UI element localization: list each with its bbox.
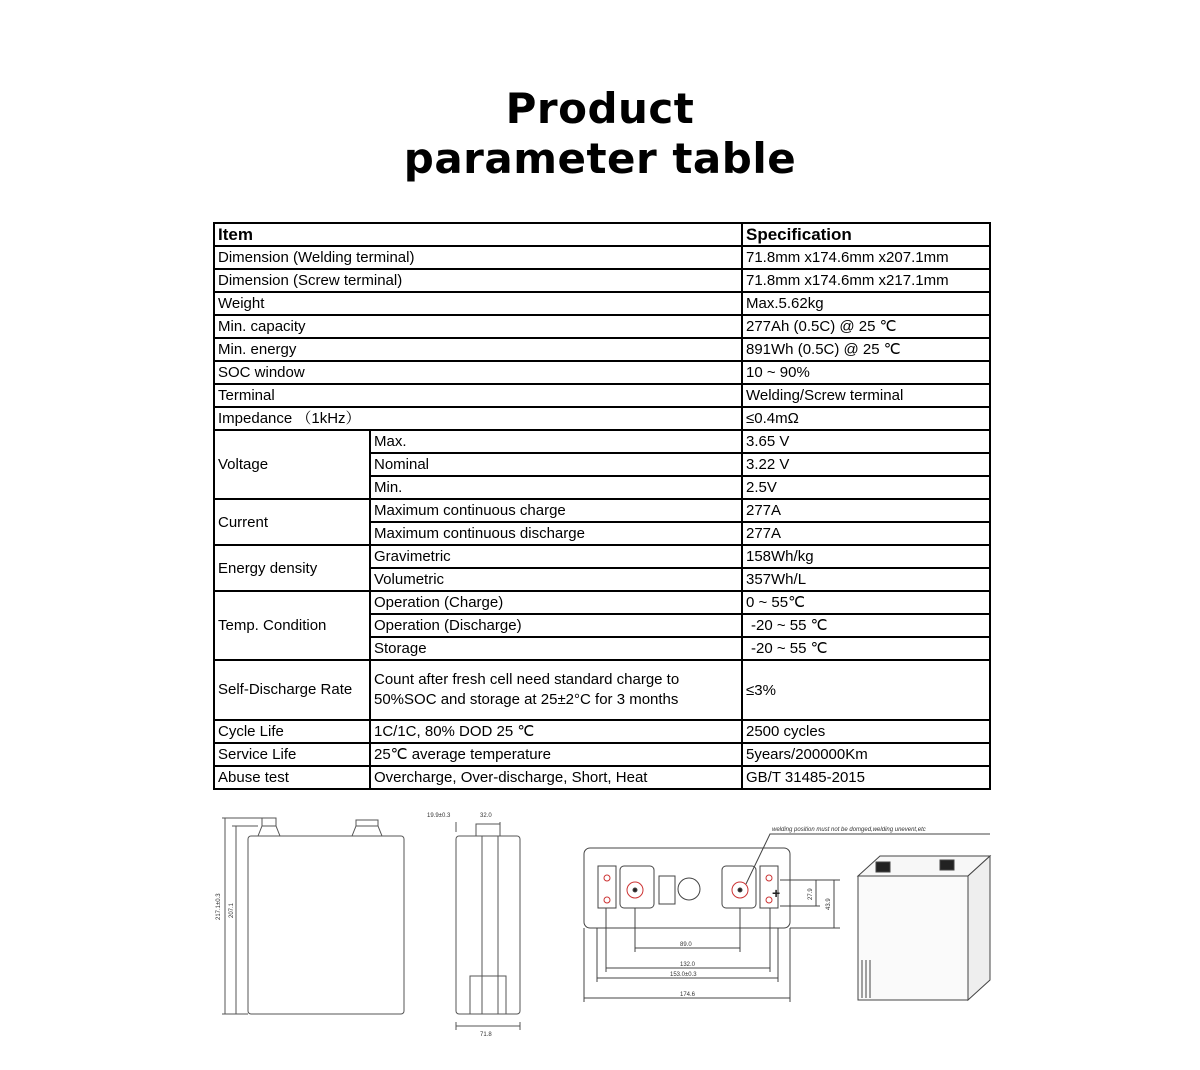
- table-row: [214, 384, 990, 407]
- row-item: SOC window: [214, 361, 742, 384]
- dim-top-h2: 43.9: [826, 898, 832, 910]
- table-row: [214, 315, 990, 338]
- dim-top-d2: 132.0: [680, 962, 696, 968]
- energy-density-label: Energy density: [214, 545, 370, 591]
- side-view-drawing: [456, 822, 520, 1030]
- row-spec: 277Ah (0.5C) @ 25 ℃: [742, 315, 990, 338]
- cycle-life-val: 2500 cycles: [742, 720, 990, 743]
- table-row: [214, 292, 990, 315]
- self-discharge-label: Self-Discharge Rate: [214, 660, 370, 720]
- row-item: Dimension (Screw terminal): [214, 269, 742, 292]
- table-row: [214, 338, 990, 361]
- table-row: [214, 499, 990, 522]
- isometric-cell-drawing: [858, 856, 990, 1000]
- temp-discharge: Operation (Discharge): [370, 614, 742, 637]
- title-line-1: Product: [505, 84, 695, 133]
- drawings-svg: [0, 800, 1200, 1065]
- voltage-min-val: 2.5V: [742, 476, 990, 499]
- self-discharge-val: ≤3%: [742, 660, 990, 720]
- row-spec: 71.8mm x174.6mm x207.1mm: [742, 246, 990, 269]
- dim-side-right: 32.0: [480, 813, 492, 819]
- title-line-2: parameter table: [403, 134, 797, 183]
- table-row: [214, 766, 990, 789]
- front-view-drawing: [222, 818, 404, 1014]
- table-row: [214, 361, 990, 384]
- table-row: [214, 743, 990, 766]
- row-spec: Max.5.62kg: [742, 292, 990, 315]
- table-row: [214, 246, 990, 269]
- dim-top-h1: 27.9: [808, 888, 814, 900]
- row-spec: ≤0.4mΩ: [742, 407, 990, 430]
- voltage-nominal: Nominal: [370, 453, 742, 476]
- row-spec: 71.8mm x174.6mm x217.1mm: [742, 269, 990, 292]
- table-row: [214, 545, 990, 568]
- temp-storage: Storage: [370, 637, 742, 660]
- abuse-desc: Overcharge, Over-discharge, Short, Heat: [370, 766, 742, 789]
- row-item: Min. energy: [214, 338, 742, 361]
- row-item: Impedance （1kHz）: [214, 407, 742, 430]
- service-life-desc: 25℃ average temperature: [370, 743, 742, 766]
- dim-top-d1: 89.0: [680, 942, 692, 948]
- parameter-table: [213, 222, 991, 790]
- table-row: [214, 269, 990, 292]
- current-charge: Maximum continuous charge: [370, 499, 742, 522]
- service-life-val: 5years/200000Km: [742, 743, 990, 766]
- dim-side-width: 71.8: [480, 1032, 492, 1038]
- row-item: Dimension (Welding terminal): [214, 246, 742, 269]
- dim-top-d4: 174.6: [680, 992, 696, 998]
- table-row: [214, 407, 990, 430]
- voltage-max-val: 3.65 V: [742, 430, 990, 453]
- top-view-note: welding position must not be domged,welding unevent,etc: [772, 827, 926, 833]
- self-discharge-desc: Count after fresh cell need standard charge to 50%SOC and storage at 25±2°C for 3 months: [370, 660, 742, 720]
- voltage-max: Max.: [370, 430, 742, 453]
- abuse-val: GB/T 31485-2015: [742, 766, 990, 789]
- plus-terminal-icon: +: [772, 885, 781, 901]
- cycle-life-desc: 1C/1C, 80% DOD 25 ℃: [370, 720, 742, 743]
- table-row: [214, 660, 990, 720]
- current-discharge-val: 277A: [742, 522, 990, 545]
- table-row: [214, 430, 990, 453]
- energy-vol-val: 357Wh/L: [742, 568, 990, 591]
- service-life-label: Service Life: [214, 743, 370, 766]
- voltage-min: Min.: [370, 476, 742, 499]
- cycle-life-label: Cycle Life: [214, 720, 370, 743]
- dim-top-d3: 153.0±0.3: [670, 972, 697, 978]
- current-charge-val: 277A: [742, 499, 990, 522]
- dim-side-left: 19.9±0.3: [427, 813, 451, 819]
- header-item: Item: [214, 223, 742, 246]
- energy-grav: Gravimetric: [370, 545, 742, 568]
- row-item: Terminal: [214, 384, 742, 407]
- row-item: Weight: [214, 292, 742, 315]
- table-header-row: [214, 223, 990, 246]
- dim-front-inner: 207.1: [229, 902, 235, 918]
- row-spec: 10 ~ 90%: [742, 361, 990, 384]
- dim-front-outer: 217.1±0.3: [216, 893, 222, 920]
- temp-charge: Operation (Charge): [370, 591, 742, 614]
- row-spec: Welding/Screw terminal: [742, 384, 990, 407]
- energy-vol: Volumetric: [370, 568, 742, 591]
- technical-drawings: [0, 800, 1200, 1065]
- energy-grav-val: 158Wh/kg: [742, 545, 990, 568]
- row-spec: 891Wh (0.5C) @ 25 ℃: [742, 338, 990, 361]
- temp-label: Temp. Condition: [214, 591, 370, 660]
- voltage-label: Voltage: [214, 430, 370, 499]
- header-spec: Specification: [742, 223, 990, 246]
- temp-discharge-val: -20 ~ 55 ℃: [742, 614, 990, 637]
- table-row: [214, 591, 990, 614]
- row-item: Min. capacity: [214, 315, 742, 338]
- table-row: [214, 720, 990, 743]
- current-discharge: Maximum continuous discharge: [370, 522, 742, 545]
- temp-charge-val: 0 ~ 55℃: [742, 591, 990, 614]
- page-title: [0, 84, 1200, 184]
- temp-storage-val: -20 ~ 55 ℃: [742, 637, 990, 660]
- current-label: Current: [214, 499, 370, 545]
- abuse-label: Abuse test: [214, 766, 370, 789]
- voltage-nominal-val: 3.22 V: [742, 453, 990, 476]
